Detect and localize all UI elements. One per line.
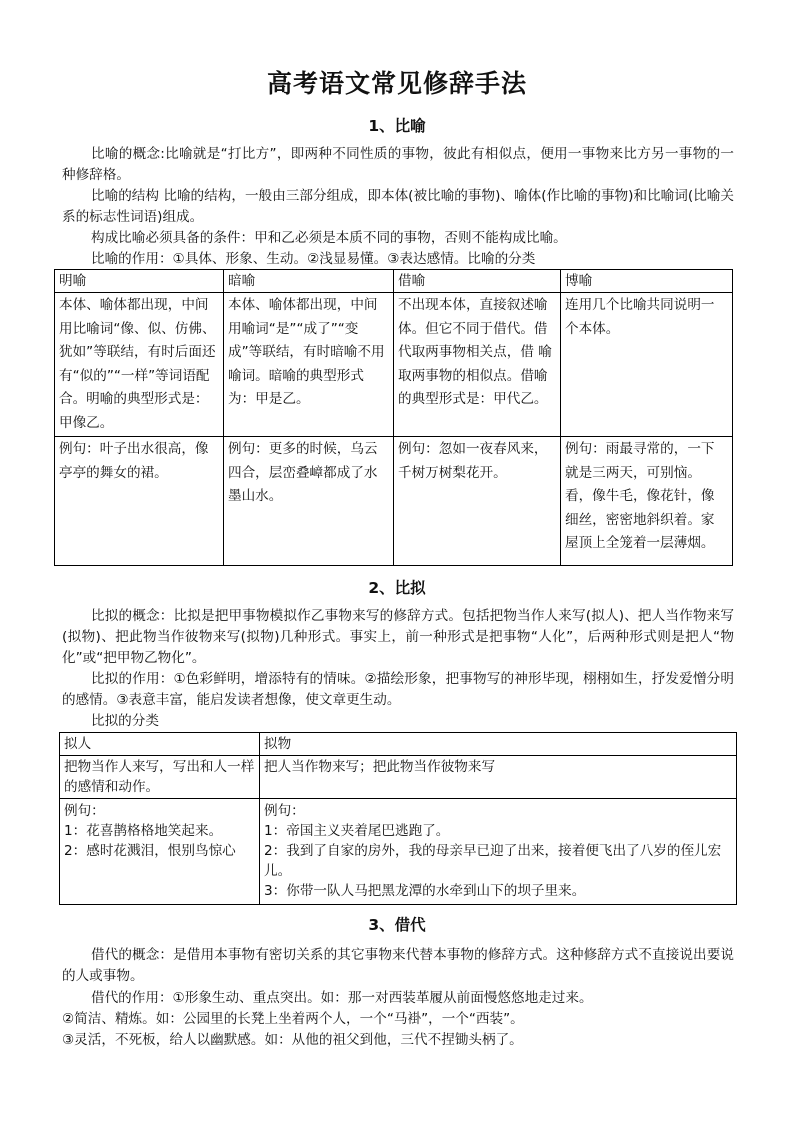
example-label: 例句： (64, 803, 105, 819)
table-cell: 本体、喻体都出现，中间用比喻词“像、似、仿佛、犹如”等联结，有时后面还有“似的”“一样”等词语配合。明喻的典型形式是：甲像乙。 (55, 293, 224, 437)
table-header: 博喻 (561, 270, 733, 293)
table-header: 拟物 (260, 733, 737, 756)
personification-function: 比拟的作用：①色彩鲜明，增添特有的情味。②描绘形象，把事物写的神形毕现，栩栩如生，抒发爱憎分明的感情。③表意丰富，能启发读者想像，使文章更生动。 (62, 671, 734, 708)
metaphor-types-table (54, 269, 733, 566)
example-item: 1：花喜鹊格格地笑起来。 (64, 823, 223, 839)
table-cell: 连用几个比喻共同说明一个本体。 (561, 293, 733, 437)
metaphor-concept: 比喻的概念:比喻就是“打比方”，即两种不同性质的事物，彼此有相似点，便用一事物来比方另一事物的一种修辞格。 (62, 146, 734, 183)
table-row (55, 437, 733, 566)
example-item: 1：帝国主义夹着尾巴逃跑了。 (264, 823, 450, 839)
metonymy-function-2: ②简洁、精炼。如：公园里的长凳上坐着两个人，一个“马褂”，一个“西装”。 (62, 1011, 524, 1027)
section-heading-metaphor: 1、比喻 (368, 117, 426, 135)
table-cell (60, 799, 260, 905)
table-header: 拟人 (60, 733, 260, 756)
personification-types-table (59, 732, 737, 905)
table-cell: 本体、喻体都出现，中间用喻词“是”“成了”“变成”等联结，有时暗喻不用喻词。暗喻的典型形式为：甲是乙。 (224, 293, 394, 437)
metonymy-concept: 借代的概念：是借用本事物有密切关系的其它事物来代替本事物的修辞方式。这种修辞方式不直接说出要说的人或事物。 (62, 947, 734, 984)
table-row (60, 756, 737, 799)
section-heading-personification: 2、比拟 (368, 579, 426, 597)
table-row (55, 293, 733, 437)
metaphor-function: 比喻的作用：①具体、形象、生动。②浅显易懂。③表达感情。比喻的分类 (91, 251, 536, 267)
example-label: 例句： (264, 803, 305, 819)
table-cell: 例句：雨最寻常的，一下就是三两天，可别恼。看，像牛毛，像花针，像细丝，密密地斜织着。家屋顶上全笼着一层薄烟。 (561, 437, 733, 566)
table-header-row (55, 270, 733, 293)
table-header-row (60, 733, 737, 756)
metonymy-function: 借代的作用：①形象生动、重点突出。如：那一对西装革履从前面慢悠悠地走过来。 (91, 990, 593, 1006)
table-cell: 把人当作物来写；把此物当作彼物来写 (260, 756, 737, 799)
table-cell: 例句：忽如一夜春风来，千树万树梨花开。 (394, 437, 561, 566)
personification-concept: 比拟的概念：比拟是把甲事物模拟作乙事物来写的修辞方式。包括把物当作人来写(拟人)、把人当作物来写(拟物)、把此物当作彼物来写(拟物)几种形式。事实上，前一种形式是把事物“人化”，后两种形式则是把人“物化”或“把甲物乙物化”。 (62, 608, 734, 666)
example-item: 2：我到了自家的房外，我的母亲早已迎了出来，接着便飞出了八岁的侄儿宏儿。 (264, 843, 722, 879)
example-item: 2：感时花溅泪，恨别鸟惊心 (64, 843, 236, 859)
table-cell: 例句：叶子出水很高，像亭亭的舞女的裙。 (55, 437, 224, 566)
table-cell (260, 799, 737, 905)
table-cell: 例句：更多的时候，乌云四合，层峦叠嶂都成了水墨山水。 (224, 437, 394, 566)
metaphor-structure: 比喻的结构 比喻的结构，一般由三部分组成，即本体(被比喻的事物)、喻体(作比喻的事物)和比喻词(比喻关系的标志性词语)组成。 (62, 188, 734, 225)
example-item: 3：你带一队人马把黑龙潭的水牵到山下的坝子里来。 (264, 883, 586, 899)
table-cell: 把物当作人来写，写出和人一样的感情和动作。 (60, 756, 260, 799)
metaphor-condition: 构成比喻必须具备的条件：甲和乙必须是本质不同的事物，否则不能构成比喻。 (91, 230, 567, 246)
page-title: 高考语文常见修辞手法 (266, 69, 527, 98)
table-header: 暗喻 (224, 270, 394, 293)
table-cell: 不出现本体，直接叙述喻体。但它不同于借代。借代取两事物相关点，借 喻取两事物的相似点。借喻的典型形式是：甲代乙。 (394, 293, 561, 437)
metonymy-function-3: ③灵活，不死板，给人以幽默感。如：从他的祖父到他，三代不捏锄头柄了。 (62, 1032, 523, 1048)
table-header: 明喻 (55, 270, 224, 293)
table-header: 借喻 (394, 270, 561, 293)
personification-types-label: 比拟的分类 (91, 713, 159, 729)
section-heading-metonymy: 3、借代 (368, 916, 426, 934)
table-row (60, 799, 737, 905)
